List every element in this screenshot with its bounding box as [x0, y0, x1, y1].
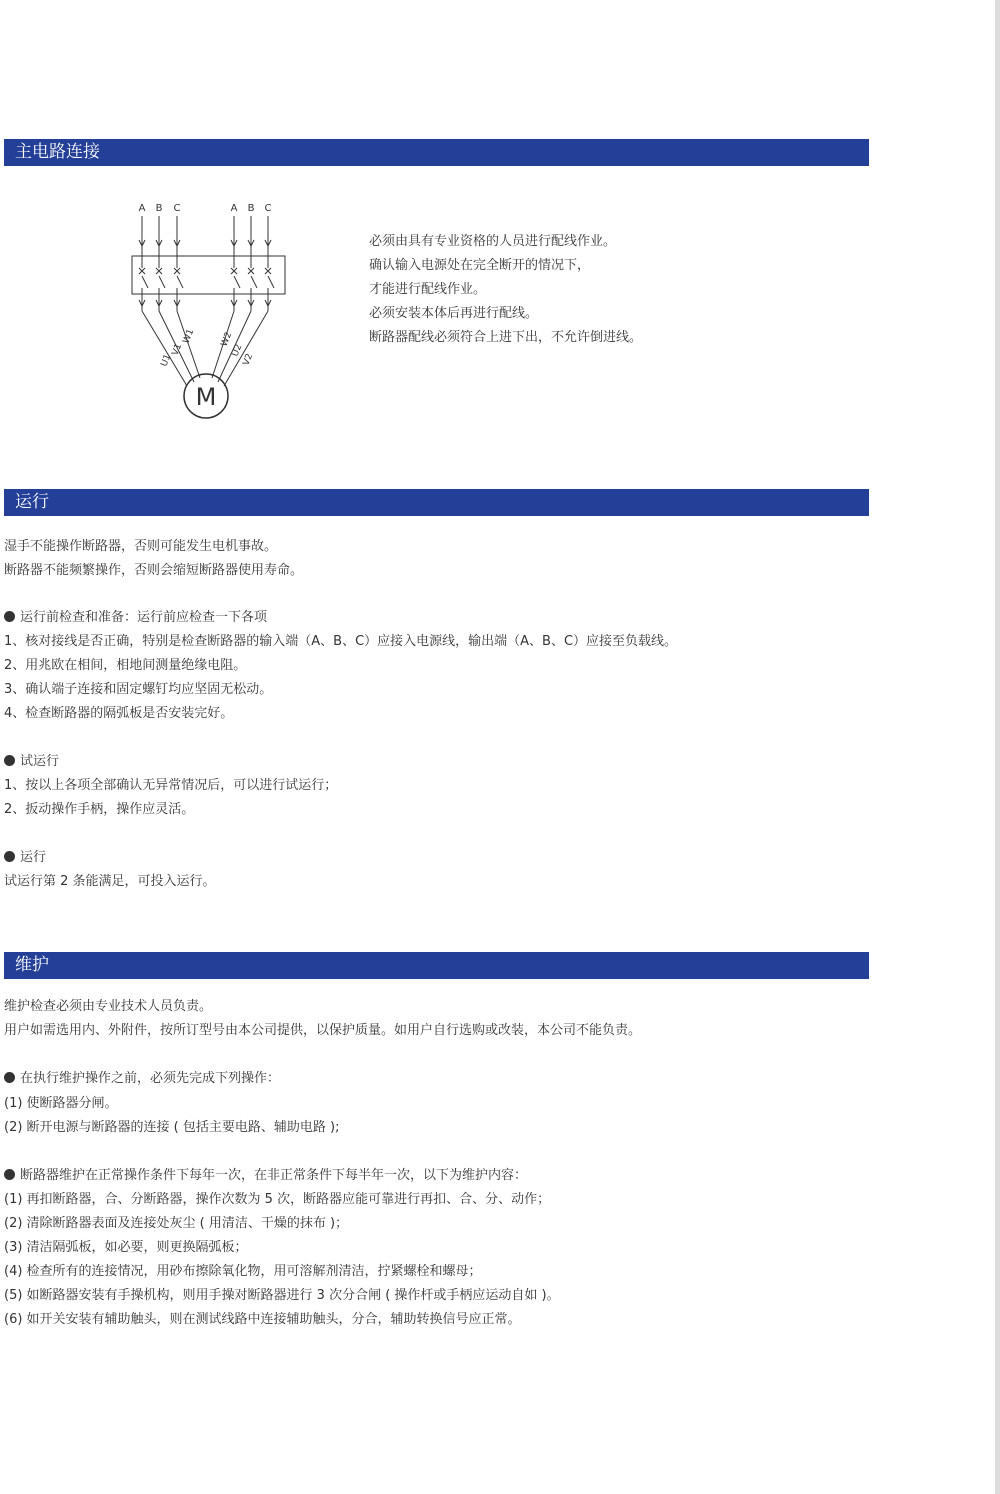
- section-title: 主电路连接: [15, 142, 100, 162]
- wire-label-w1: W1: [181, 327, 197, 346]
- list-item: 试运行第 2 条能满足，可投入运行。: [4, 874, 216, 889]
- list-item: (6) 如开关安装有辅助触头，则在测试线路中连接辅助触头，分合，辅助转换信号应正常。: [4, 1312, 521, 1327]
- list-item: (3) 清洁隔弧板，如必要，则更换隔弧板；: [4, 1240, 248, 1255]
- list-item: (1) 使断路器分闸。: [4, 1096, 118, 1111]
- section-header-maintenance: [4, 952, 869, 979]
- wire-label-u2: U2: [230, 342, 245, 359]
- phase-label-c-right: C: [264, 203, 272, 214]
- section-header-main-circuit: [4, 139, 869, 166]
- text-line: 湿手不能操作断路器，否则可能发生电机事故。: [4, 539, 278, 554]
- list-item: 4、检查断路器的隔弧板是否安装完好。: [4, 706, 234, 721]
- bullet-icon: [4, 1169, 15, 1180]
- list-item: (5) 如断路器安装有手操机构，则用手操对断路器进行 3 次分合闸 ( 操作杆或手柄应运动自如 )。: [4, 1288, 560, 1303]
- bullet-icon: [4, 755, 15, 766]
- section-header-operation: [4, 489, 869, 516]
- bullet-heading: [4, 1071, 280, 1087]
- bullet-icon: [4, 611, 15, 622]
- heading-text: 运行前检查和准备：运行前应检查一下各项: [20, 610, 268, 625]
- wire-label-u1: U1: [159, 352, 174, 369]
- list-item: 1、按以上各项全部确认无异常情况后，可以进行试运行；: [4, 778, 338, 793]
- note-line: 必须由具有专业资格的人员进行配线作业。: [369, 234, 617, 249]
- bullet-icon: [4, 851, 15, 862]
- heading-text: 运行: [20, 850, 47, 865]
- list-item: (2) 清除断路器表面及连接处灰尘 ( 用清洁、干燥的抹布 )；: [4, 1216, 349, 1231]
- section-title: 运行: [15, 492, 49, 512]
- list-item: 3、确认端子连接和固定螺钉均应坚固无松动。: [4, 682, 273, 697]
- note-line: 必须安装本体后再进行配线。: [369, 306, 539, 321]
- list-item: 2、用兆欧在相间，相地间测量绝缘电阻。: [4, 658, 247, 673]
- bullet-icon: [4, 1072, 15, 1083]
- bullet-heading: [4, 850, 46, 866]
- motor-label: M: [195, 383, 217, 411]
- phase-label-b-right: B: [247, 203, 255, 214]
- bullet-heading: [4, 610, 267, 626]
- list-item: (1) 再扣断路器，合、分断路器，操作次数为 5 次，断路器应能可靠进行再扣、合、分、动作；: [4, 1192, 551, 1207]
- phase-label-a-right: A: [230, 203, 238, 214]
- note-line: 才能进行配线作业。: [369, 282, 487, 297]
- phase-label-a-left: A: [138, 203, 146, 214]
- heading-text: 在执行维护操作之前，必须先完成下列操作：: [20, 1071, 281, 1086]
- bullet-heading: [4, 1168, 527, 1184]
- heading-text: 断路器维护在正常操作条件下每年一次，在非正常条件下每半年一次，以下为维护内容：: [20, 1168, 528, 1183]
- note-line: 断路器配线必须符合上进下出，不允许倒进线。: [369, 330, 643, 345]
- section-title: 维护: [15, 955, 49, 975]
- bullet-heading: [4, 754, 59, 770]
- text-line: 断路器不能频繁操作，否则会缩短断路器使用寿命。: [4, 563, 304, 578]
- note-line: 确认输入电源处在完全断开的情况下，: [369, 258, 591, 273]
- wire-label-v2: V2: [241, 352, 256, 368]
- text-line: 维护检查必须由专业技术人员负责。: [4, 999, 213, 1014]
- page-edge-strip: [995, 0, 1000, 1494]
- list-item: (2) 断开电源与断路器的连接 ( 包括主要电路、辅助电路 );: [4, 1120, 340, 1135]
- wiring-diagram: [128, 196, 293, 421]
- phase-label-c-left: C: [173, 203, 181, 214]
- wire-label-v1: V1: [170, 342, 185, 358]
- list-item: 1、核对接线是否正确，特别是检查断路器的输入端（A、B、C）应接入电源线，输出端（A、B、C）应接至负载线。: [4, 634, 678, 649]
- list-item: (4) 检查所有的连接情况，用砂布擦除氧化物，用可溶解剂清洁，拧紧螺栓和螺母；: [4, 1264, 482, 1279]
- heading-text: 试运行: [20, 754, 60, 769]
- wire-label-w2: W2: [219, 330, 235, 349]
- list-item: 2、扳动操作手柄，操作应灵活。: [4, 802, 195, 817]
- phase-label-b-left: B: [155, 203, 163, 214]
- text-line: 用户如需选用内、外附件，按所订型号由本公司提供，以保护质量。如用户自行选购或改装，本公司不能负责。: [4, 1023, 642, 1038]
